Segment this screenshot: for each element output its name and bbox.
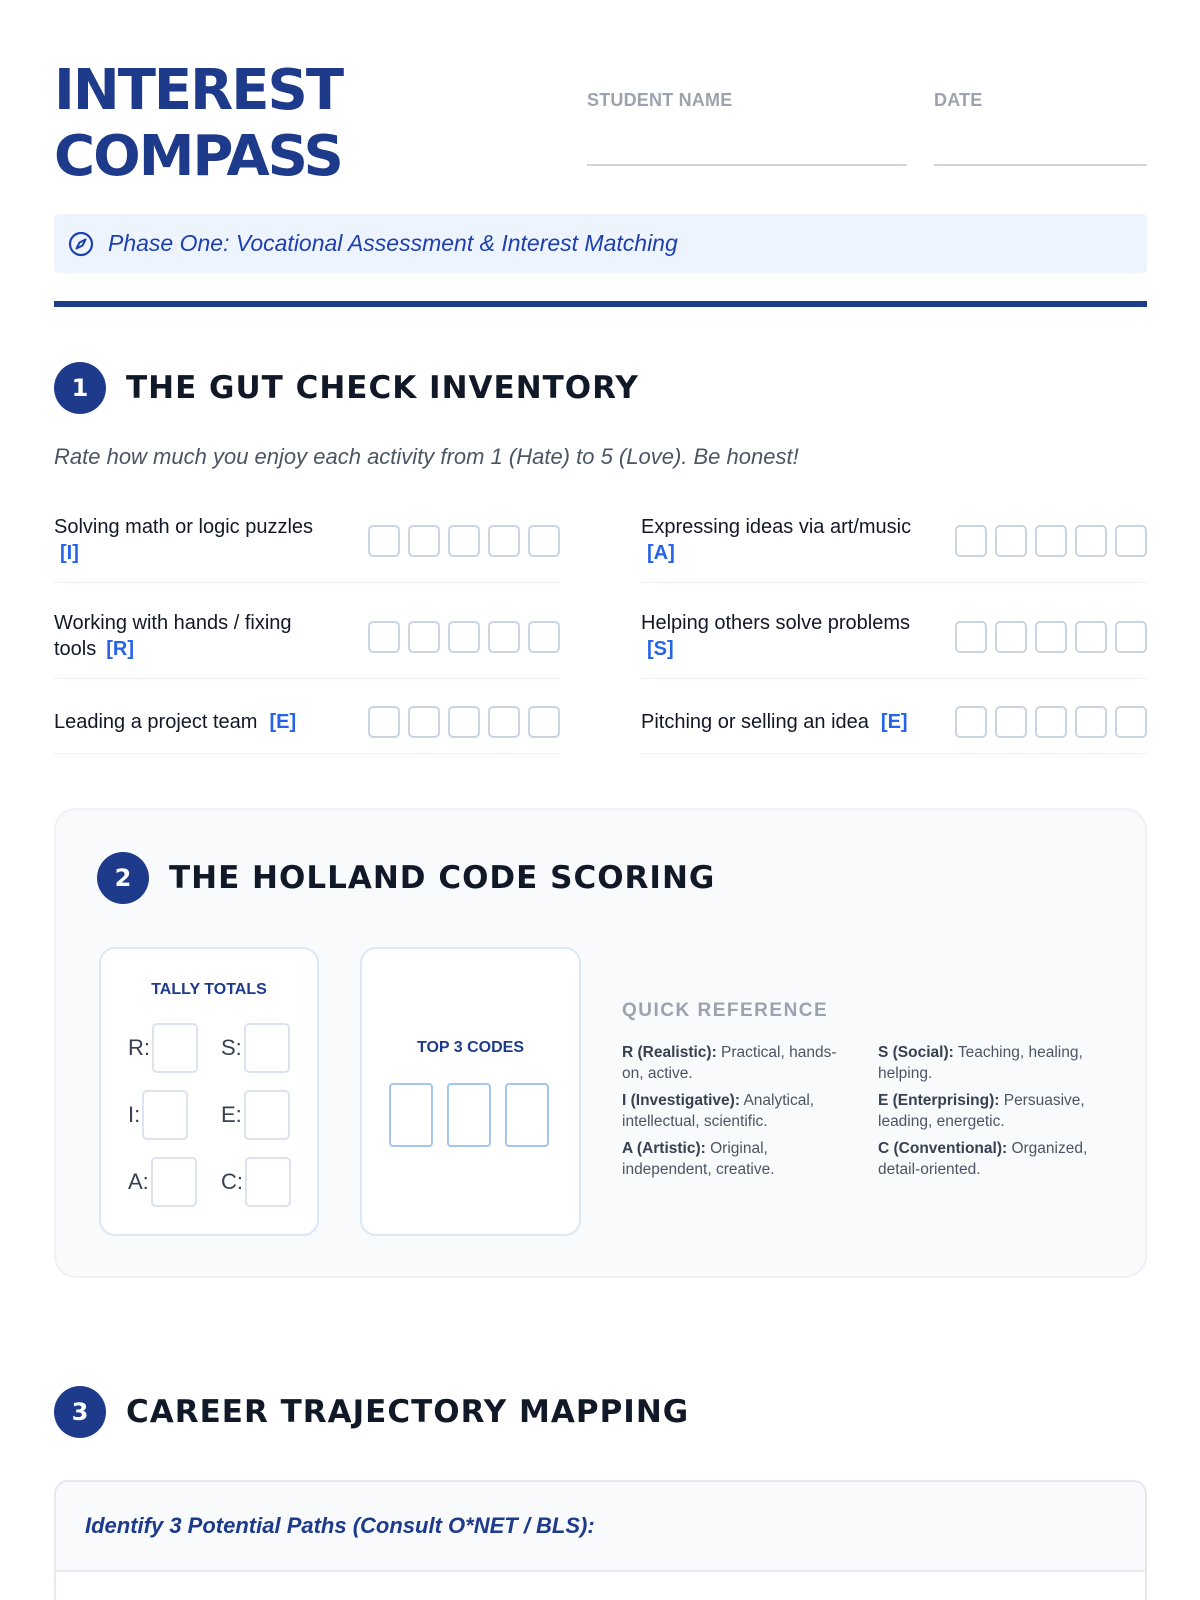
section-3-number: 3 [54, 1386, 106, 1438]
rating-boxes[interactable] [368, 525, 560, 557]
tally-r: R: [128, 1023, 198, 1073]
title-line-1: INTEREST [54, 58, 343, 123]
quick-reference-title: QUICK REFERENCE [622, 1000, 829, 1021]
rating-box-5[interactable] [1115, 525, 1147, 557]
rating-code: [E] [880, 711, 908, 733]
quick-ref-item: C (Conventional): Organized, detail-oriented. [878, 1140, 1088, 1178]
top-3-code-boxes [389, 1083, 549, 1147]
rating-box-2[interactable] [995, 621, 1027, 653]
rating-box-5[interactable] [1115, 621, 1147, 653]
student-name-line[interactable] [587, 164, 907, 166]
tally-r-box[interactable] [152, 1023, 198, 1073]
rating-box-2[interactable] [995, 706, 1027, 738]
tally-c-box[interactable] [245, 1157, 291, 1207]
rating-box-3[interactable] [1035, 525, 1067, 557]
top-code-box-2[interactable] [447, 1083, 491, 1147]
rating-boxes[interactable] [368, 621, 560, 653]
quick-ref-item: R (Realistic): Practical, hands-on, active. [622, 1044, 837, 1082]
rating-box-5[interactable] [528, 525, 560, 557]
tally-e-box[interactable] [244, 1090, 290, 1140]
rating-code: [A] [647, 542, 675, 564]
date-label: DATE [934, 90, 983, 110]
rating-label: Helping others solve problems [S] [641, 612, 911, 660]
rating-label: Expressing ideas via art/music [A] [641, 516, 912, 564]
rating-box-4[interactable] [1075, 706, 1107, 738]
career-paths-header [56, 1482, 1145, 1572]
top-code-box-3[interactable] [505, 1083, 549, 1147]
rating-box-3[interactable] [448, 525, 480, 557]
rating-label: Solving math or logic puzzles [I] [54, 516, 314, 564]
rating-code: [R] [106, 638, 135, 660]
student-name-label: STUDENT NAME [587, 90, 733, 110]
rating-code: [I] [60, 542, 79, 564]
tally-s-box[interactable] [244, 1023, 290, 1073]
rating-box-3[interactable] [448, 706, 480, 738]
career-paths-title: Identify 3 Potential Paths (Consult O*NET / BLS): [85, 1513, 595, 1538]
rating-row [54, 608, 560, 679]
tally-i-box[interactable] [142, 1090, 188, 1140]
quick-ref-item: I (Investigative): Analytical, intellectual, scientific. [622, 1092, 815, 1130]
top-3-codes-card [360, 947, 581, 1236]
section-3-title: CAREER TRAJECTORY MAPPING [126, 1394, 690, 1430]
rating-box-1[interactable] [955, 621, 987, 653]
tally-c: C: [221, 1157, 291, 1207]
rating-box-1[interactable] [368, 621, 400, 653]
rating-box-2[interactable] [408, 706, 440, 738]
rating-box-1[interactable] [368, 525, 400, 557]
rating-box-2[interactable] [995, 525, 1027, 557]
tally-i: I: [128, 1090, 188, 1140]
rating-box-4[interactable] [488, 525, 520, 557]
rating-box-5[interactable] [528, 706, 560, 738]
holland-scoring-card [54, 808, 1147, 1278]
rating-boxes[interactable] [955, 621, 1147, 653]
quick-ref-item: S (Social): Teaching, healing, helping. [878, 1044, 1083, 1082]
rating-label: Working with hands / fixing tools [R] [54, 612, 292, 660]
tally-totals-card [99, 947, 319, 1236]
date-field[interactable] [934, 90, 1147, 111]
rating-box-4[interactable] [1075, 525, 1107, 557]
title-line-2: COMPASS [54, 124, 342, 189]
rating-box-3[interactable] [448, 621, 480, 653]
rating-row [641, 700, 1147, 754]
top-code-box-1[interactable] [389, 1083, 433, 1147]
page-title [54, 58, 342, 190]
rating-box-2[interactable] [408, 621, 440, 653]
rating-box-5[interactable] [528, 621, 560, 653]
rating-box-3[interactable] [1035, 621, 1067, 653]
quick-ref-item: E (Enterprising): Persuasive, leading, energetic. [878, 1092, 1085, 1130]
section-2-title: THE HOLLAND CODE SCORING [169, 860, 716, 896]
top-3-codes-title: TOP 3 CODES [417, 1039, 524, 1056]
section-2-header [97, 852, 715, 904]
rating-row [54, 700, 560, 754]
section-1-number: 1 [54, 362, 106, 414]
career-paths-card [54, 1480, 1147, 1600]
tally-e: E: [221, 1090, 290, 1140]
rating-label: Leading a project team [E] [54, 711, 297, 733]
rating-box-5[interactable] [1115, 706, 1147, 738]
rating-row [641, 608, 1147, 679]
section-1-header [54, 362, 639, 414]
rating-code: [S] [647, 638, 674, 660]
rating-label: Pitching or selling an idea [E] [641, 711, 908, 733]
compass-icon [68, 231, 94, 257]
rating-box-4[interactable] [488, 621, 520, 653]
phase-banner [54, 214, 1147, 273]
rating-box-1[interactable] [955, 706, 987, 738]
worksheet-page [54, 0, 1147, 1600]
rating-box-1[interactable] [955, 525, 987, 557]
quick-reference [622, 1000, 1112, 1178]
quick-ref-item: A (Artistic): Original, independent, creative. [622, 1140, 775, 1178]
rating-boxes[interactable] [955, 706, 1147, 738]
tally-totals-title: TALLY TOTALS [151, 981, 267, 998]
header-divider [54, 301, 1147, 307]
rating-row [54, 512, 560, 583]
date-line[interactable] [934, 164, 1147, 166]
rating-boxes[interactable] [368, 706, 560, 738]
section-1-instructions: Rate how much you enjoy each activity from 1 (Hate) to 5 (Love). Be honest! [54, 444, 799, 469]
tally-a: A: [128, 1157, 197, 1207]
rating-box-1[interactable] [368, 706, 400, 738]
rating-code: [E] [269, 711, 297, 733]
rating-row [641, 512, 1147, 583]
rating-box-4[interactable] [1075, 621, 1107, 653]
rating-box-2[interactable] [408, 525, 440, 557]
section-1-title: THE GUT CHECK INVENTORY [126, 370, 639, 406]
rating-box-3[interactable] [1035, 706, 1067, 738]
section-3-header [54, 1386, 689, 1438]
tally-s: S: [221, 1023, 290, 1073]
phase-text: Phase One: Vocational Assessment & Interest Matching [108, 230, 678, 256]
student-name-field[interactable] [587, 90, 907, 111]
tally-a-box[interactable] [151, 1157, 197, 1207]
section-2-number: 2 [97, 852, 149, 904]
rating-boxes[interactable] [955, 525, 1147, 557]
rating-box-4[interactable] [488, 706, 520, 738]
